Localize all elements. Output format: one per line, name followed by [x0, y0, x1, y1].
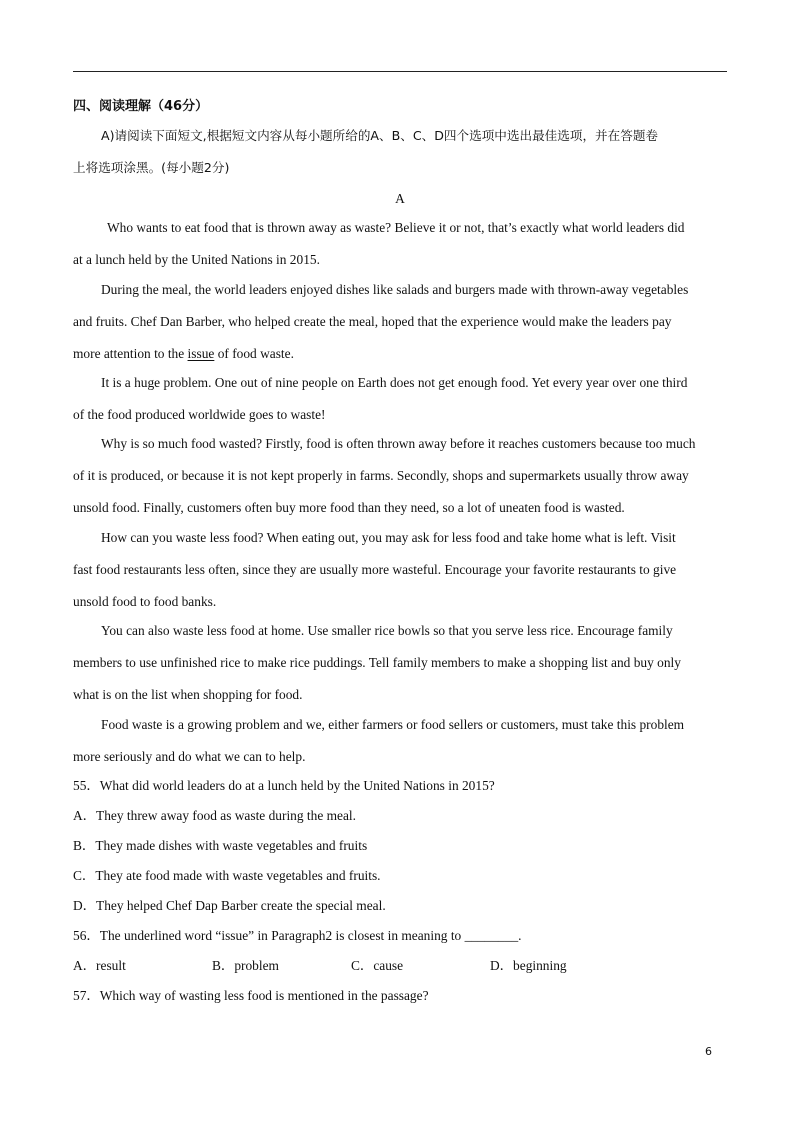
passage-p2-line1: During the meal, the world leaders enjoyed dishes like salads and burgers made with thrown-away vegetables: [101, 282, 689, 297]
question-55-option-c: C．They ate food made with waste vegetables and fruits.: [73, 868, 381, 883]
question-56-option-d: D．beginning: [490, 958, 567, 973]
page-number: 6: [705, 1045, 712, 1058]
passage-p6-line3: what is on the list when shopping for food.: [73, 687, 303, 702]
passage-p4-line2: of it is produced, or because it is not kept properly in farms. Secondly, shops and supermarkets usually throw away: [73, 468, 689, 483]
passage-p1-line1: Who wants to eat food that is thrown away as waste? Believe it or not, that’s exactly what world leaders did: [107, 220, 685, 235]
passage-p2-line3-start: more attention to the: [73, 346, 188, 361]
question-55-option-d: D．They helped Chef Dap Barber create the special meal.: [73, 898, 386, 913]
passage-p6-line1: You can also waste less food at home. Use smaller rice bowls so that you serve less rice. Encourage family: [101, 623, 673, 638]
question-55-option-b: B．They made dishes with waste vegetables and fruits: [73, 838, 368, 853]
question-56-stem: 56．The underlined word “issue” in Paragraph2 is closest in meaning to ________.: [73, 928, 522, 943]
question-55-option-a: A．They threw away food as waste during the meal.: [73, 808, 356, 823]
passage-p3-line2: of the food produced worldwide goes to waste!: [73, 407, 326, 422]
passage-p1-line2: at a lunch held by the United Nations in 2015.: [73, 252, 320, 267]
question-57-stem: 57．Which way of wasting less food is mentioned in the passage?: [73, 988, 429, 1003]
passage-p7-line2: more seriously and do what we can to help.: [73, 749, 306, 764]
question-55-stem: 55．What did world leaders do at a lunch held by the United Nations in 2015?: [73, 778, 495, 793]
passage-p5-line1: How can you waste less food? When eating out, you may ask for less food and take home what is left. Visit: [101, 530, 676, 545]
passage-p4-line3: unsold food. Finally, customers often buy more food than they need, so a lot of uneaten food is wasted.: [73, 500, 625, 515]
passage-p2-line3: [73, 345, 294, 363]
passage-p3-line1: It is a huge problem. One out of nine people on Earth does not get enough food. Yet every year over one third: [101, 375, 688, 390]
underlined-word-issue: issue: [187, 346, 215, 361]
question-56-option-a: A．result: [73, 958, 126, 973]
passage-p2-line2: and fruits. Chef Dan Barber, who helped create the meal, hoped that the experience would make the leaders pay: [73, 314, 672, 329]
passage-p5-line2: fast food restaurants less often, since they are usually more wasteful. Encourage your favorite restaurants to give: [73, 562, 677, 577]
passage-p6-line2: members to use unfinished rice to make rice puddings. Tell family members to make a shopping list and buy only: [73, 655, 681, 670]
instruction-line-1: A)请阅读下面短文,根据短文内容从每小题所给的A、B、C、D四个选项中选出最佳选项，并在答题卷: [101, 128, 659, 143]
passage-p4-line1: Why is so much food wasted? Firstly, food is often thrown away before it reaches customers because too much: [101, 436, 696, 451]
passage-p5-line3: unsold food to food banks.: [73, 594, 217, 609]
passage-p2-line3-end: of food waste.: [217, 346, 294, 361]
instruction-line-2: 上将选项涂黑。(每小题2分): [73, 160, 230, 175]
header-rule: [73, 71, 727, 72]
passage-p7-line1: Food waste is a growing problem and we, either farmers or food sellers or customers, must take this problem: [101, 717, 685, 732]
question-56-option-c: C．cause: [351, 958, 404, 973]
question-56-option-b: B．problem: [212, 958, 279, 973]
section-heading: 四、阅读理解（46分）: [73, 99, 209, 114]
passage-label: A: [395, 191, 405, 206]
